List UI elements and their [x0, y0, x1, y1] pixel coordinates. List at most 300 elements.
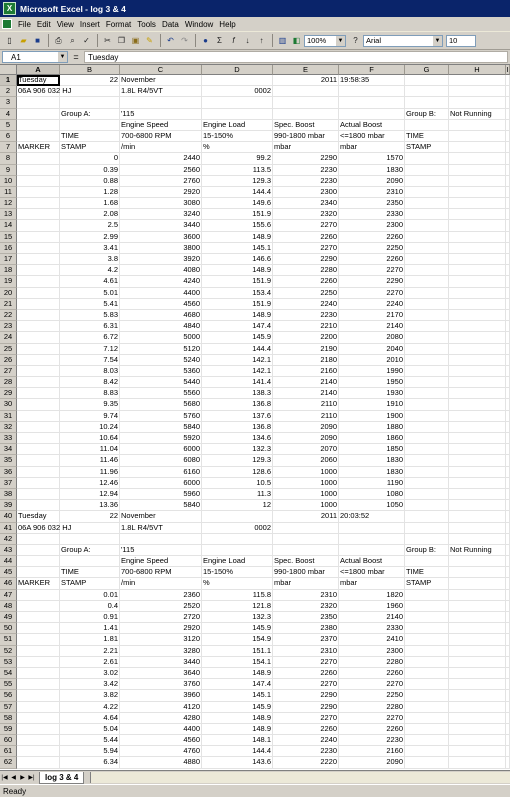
- row-header[interactable]: 57: [0, 702, 17, 713]
- cell-d51[interactable]: 154.9: [202, 634, 273, 645]
- cell-e13[interactable]: 2320: [273, 209, 339, 220]
- row-header[interactable]: 47: [0, 590, 17, 601]
- cell-f27[interactable]: 1990: [339, 366, 405, 377]
- cell-i44[interactable]: [506, 556, 510, 567]
- cell-i20[interactable]: [506, 288, 510, 299]
- row-header[interactable]: 52: [0, 646, 17, 657]
- cell-b30[interactable]: 9.35: [60, 399, 120, 410]
- cell-e9[interactable]: 2230: [273, 165, 339, 176]
- row-header[interactable]: 44: [0, 556, 17, 567]
- row-header[interactable]: 24: [0, 332, 17, 343]
- cell-c50[interactable]: 2920: [120, 623, 202, 634]
- cell-i46[interactable]: [506, 578, 510, 589]
- cell-d4[interactable]: [202, 109, 273, 120]
- cell-f24[interactable]: 2080: [339, 332, 405, 343]
- cell-b9[interactable]: 0.39: [60, 165, 120, 176]
- cell-c28[interactable]: 5440: [120, 377, 202, 388]
- row-header[interactable]: 17: [0, 254, 17, 265]
- cell-i7[interactable]: [506, 142, 510, 153]
- cell-g14[interactable]: [405, 220, 449, 231]
- row-header[interactable]: 38: [0, 489, 17, 500]
- cell-f45[interactable]: <=1800 mbar: [339, 567, 405, 578]
- row-header[interactable]: 29: [0, 388, 17, 399]
- cell-c8[interactable]: 2440: [120, 153, 202, 164]
- cell-c2[interactable]: 1.8L R4/5VT: [120, 86, 202, 97]
- cell-h61[interactable]: [449, 746, 506, 757]
- cell-i2[interactable]: [506, 86, 510, 97]
- cell-h22[interactable]: [449, 310, 506, 321]
- cell-h37[interactable]: [449, 478, 506, 489]
- cell-a32[interactable]: [17, 422, 60, 433]
- cell-g51[interactable]: [405, 634, 449, 645]
- cell-h52[interactable]: [449, 646, 506, 657]
- row-header[interactable]: 10: [0, 176, 17, 187]
- cell-g57[interactable]: [405, 702, 449, 713]
- first-sheet-icon[interactable]: |◀: [1, 775, 8, 781]
- cell-f41[interactable]: [339, 523, 405, 534]
- new-icon[interactable]: ▯: [7, 36, 12, 45]
- row-header[interactable]: 49: [0, 612, 17, 623]
- row-header[interactable]: 51: [0, 634, 17, 645]
- row-header[interactable]: 8: [0, 153, 17, 164]
- cell-b1[interactable]: 22: [60, 75, 120, 86]
- cell-f36[interactable]: 1830: [339, 467, 405, 478]
- spelling-icon[interactable]: ✓: [83, 36, 90, 45]
- cell-e50[interactable]: 2380: [273, 623, 339, 634]
- cell-f31[interactable]: 1900: [339, 411, 405, 422]
- cell-a13[interactable]: [17, 209, 60, 220]
- cell-g55[interactable]: [405, 679, 449, 690]
- cell-d48[interactable]: 121.8: [202, 601, 273, 612]
- cell-a45[interactable]: [17, 567, 60, 578]
- cell-i54[interactable]: [506, 668, 510, 679]
- cell-b39[interactable]: 13.36: [60, 500, 120, 511]
- cell-f22[interactable]: 2170: [339, 310, 405, 321]
- cell-f57[interactable]: 2280: [339, 702, 405, 713]
- cell-e26[interactable]: 2180: [273, 355, 339, 366]
- cell-f14[interactable]: 2300: [339, 220, 405, 231]
- cell-i50[interactable]: [506, 623, 510, 634]
- row-header[interactable]: 48: [0, 601, 17, 612]
- cell-b28[interactable]: 8.42: [60, 377, 120, 388]
- cell-f62[interactable]: 2090: [339, 757, 405, 768]
- cell-i47[interactable]: [506, 590, 510, 601]
- cell-g53[interactable]: [405, 657, 449, 668]
- cell-e59[interactable]: 2260: [273, 724, 339, 735]
- cell-c38[interactable]: 5960: [120, 489, 202, 500]
- cell-e51[interactable]: 2370: [273, 634, 339, 645]
- cell-b35[interactable]: 11.46: [60, 455, 120, 466]
- chart-wizard-icon[interactable]: ▥: [278, 36, 287, 45]
- cell-g34[interactable]: [405, 444, 449, 455]
- copy-icon[interactable]: ❐: [117, 36, 126, 45]
- cell-f29[interactable]: 1930: [339, 388, 405, 399]
- cell-g33[interactable]: [405, 433, 449, 444]
- chevron-down-icon[interactable]: ▼: [434, 37, 441, 44]
- cell-h54[interactable]: [449, 668, 506, 679]
- cell-c7[interactable]: /min: [120, 142, 202, 153]
- cell-g5[interactable]: [405, 120, 449, 131]
- horizontal-scrollbar[interactable]: [90, 772, 510, 783]
- cell-f16[interactable]: 2250: [339, 243, 405, 254]
- cell-b22[interactable]: 5.83: [60, 310, 120, 321]
- cell-d49[interactable]: 132.3: [202, 612, 273, 623]
- cell-a36[interactable]: [17, 467, 60, 478]
- cell-a12[interactable]: [17, 198, 60, 209]
- cell-h53[interactable]: [449, 657, 506, 668]
- cell-a51[interactable]: [17, 634, 60, 645]
- cell-a20[interactable]: [17, 288, 60, 299]
- cell-g13[interactable]: [405, 209, 449, 220]
- row-header[interactable]: 39: [0, 500, 17, 511]
- cell-f40[interactable]: 20:03:52: [339, 511, 405, 522]
- cell-d32[interactable]: 136.8: [202, 422, 273, 433]
- cell-c26[interactable]: 5240: [120, 355, 202, 366]
- cell-h48[interactable]: [449, 601, 506, 612]
- cell-c5[interactable]: Engine Speed: [120, 120, 202, 131]
- menu-data[interactable]: Data: [161, 19, 179, 29]
- cell-b12[interactable]: 1.68: [60, 198, 120, 209]
- cell-g22[interactable]: [405, 310, 449, 321]
- cell-f12[interactable]: 2350: [339, 198, 405, 209]
- cell-d23[interactable]: 147.4: [202, 321, 273, 332]
- row-header[interactable]: 21: [0, 299, 17, 310]
- cell-c10[interactable]: 2760: [120, 176, 202, 187]
- cell-f9[interactable]: 1830: [339, 165, 405, 176]
- cell-a11[interactable]: [17, 187, 60, 198]
- cell-a50[interactable]: [17, 623, 60, 634]
- cell-a33[interactable]: [17, 433, 60, 444]
- cell-f61[interactable]: 2160: [339, 746, 405, 757]
- cell-a53[interactable]: [17, 657, 60, 668]
- cell-e19[interactable]: 2260: [273, 276, 339, 287]
- cell-e1[interactable]: 2011: [273, 75, 339, 86]
- cell-b43[interactable]: Group A:: [60, 545, 120, 556]
- cell-h57[interactable]: [449, 702, 506, 713]
- cell-d38[interactable]: 11.3: [202, 489, 273, 500]
- cell-g32[interactable]: [405, 422, 449, 433]
- cell-g18[interactable]: [405, 265, 449, 276]
- cell-e39[interactable]: 1000: [273, 500, 339, 511]
- row-header[interactable]: 59: [0, 724, 17, 735]
- cell-f55[interactable]: 2270: [339, 679, 405, 690]
- cell-i59[interactable]: [506, 724, 510, 735]
- row-header[interactable]: 54: [0, 668, 17, 679]
- cell-d60[interactable]: 148.1: [202, 735, 273, 746]
- cell-b13[interactable]: 2.08: [60, 209, 120, 220]
- cell-g40[interactable]: [405, 511, 449, 522]
- cell-h29[interactable]: [449, 388, 506, 399]
- cell-c55[interactable]: 3760: [120, 679, 202, 690]
- row-header[interactable]: 56: [0, 690, 17, 701]
- paste-icon[interactable]: ▣: [131, 36, 140, 45]
- formula-input[interactable]: Tuesday: [84, 51, 508, 63]
- cell-f47[interactable]: 1820: [339, 590, 405, 601]
- row-header[interactable]: 53: [0, 657, 17, 668]
- cell-e34[interactable]: 2070: [273, 444, 339, 455]
- cell-g60[interactable]: [405, 735, 449, 746]
- cell-f10[interactable]: 2090: [339, 176, 405, 187]
- cell-d39[interactable]: 12: [202, 500, 273, 511]
- cell-f33[interactable]: 1860: [339, 433, 405, 444]
- last-sheet-icon[interactable]: ▶|: [28, 775, 35, 781]
- next-sheet-icon[interactable]: ▶: [20, 775, 25, 781]
- prev-sheet-icon[interactable]: ◀: [11, 775, 16, 781]
- cell-e14[interactable]: 2270: [273, 220, 339, 231]
- row-header[interactable]: 3: [0, 97, 17, 108]
- cell-a35[interactable]: [17, 455, 60, 466]
- cell-c30[interactable]: 5680: [120, 399, 202, 410]
- cell-i31[interactable]: [506, 411, 510, 422]
- cell-i25[interactable]: [506, 344, 510, 355]
- cell-i3[interactable]: [506, 97, 510, 108]
- cell-i5[interactable]: [506, 120, 510, 131]
- cell-i53[interactable]: [506, 657, 510, 668]
- cell-g26[interactable]: [405, 355, 449, 366]
- cell-i34[interactable]: [506, 444, 510, 455]
- cell-a7[interactable]: MARKER: [17, 142, 60, 153]
- cell-d10[interactable]: 129.3: [202, 176, 273, 187]
- cell-g39[interactable]: [405, 500, 449, 511]
- cell-g44[interactable]: [405, 556, 449, 567]
- cell-g29[interactable]: [405, 388, 449, 399]
- cell-g35[interactable]: [405, 455, 449, 466]
- cell-h31[interactable]: [449, 411, 506, 422]
- cell-d25[interactable]: 144.4: [202, 344, 273, 355]
- cell-g46[interactable]: STAMP: [405, 578, 449, 589]
- cell-i62[interactable]: [506, 757, 510, 768]
- cell-e36[interactable]: 1000: [273, 467, 339, 478]
- cell-d9[interactable]: 113.5: [202, 165, 273, 176]
- cell-f4[interactable]: [339, 109, 405, 120]
- cell-f2[interactable]: [339, 86, 405, 97]
- cell-b55[interactable]: 3.42: [60, 679, 120, 690]
- cell-f59[interactable]: 2260: [339, 724, 405, 735]
- cell-h33[interactable]: [449, 433, 506, 444]
- cell-c49[interactable]: 2720: [120, 612, 202, 623]
- cell-c19[interactable]: 4240: [120, 276, 202, 287]
- column-header-i[interactable]: I: [506, 65, 509, 74]
- cell-c11[interactable]: 2920: [120, 187, 202, 198]
- cell-b33[interactable]: 10.64: [60, 433, 120, 444]
- cell-b15[interactable]: 2.99: [60, 232, 120, 243]
- cell-d55[interactable]: 147.4: [202, 679, 273, 690]
- row-header[interactable]: 62: [0, 757, 17, 768]
- cell-b23[interactable]: 6.31: [60, 321, 120, 332]
- cell-h5[interactable]: [449, 120, 506, 131]
- font-size-select[interactable]: [446, 35, 476, 47]
- cell-e37[interactable]: 1000: [273, 478, 339, 489]
- cell-i17[interactable]: [506, 254, 510, 265]
- cell-f32[interactable]: 1880: [339, 422, 405, 433]
- cell-h9[interactable]: [449, 165, 506, 176]
- cell-f54[interactable]: 2260: [339, 668, 405, 679]
- cell-d14[interactable]: 155.6: [202, 220, 273, 231]
- cell-g58[interactable]: [405, 713, 449, 724]
- cell-d35[interactable]: 129.3: [202, 455, 273, 466]
- row-header[interactable]: 43: [0, 545, 17, 556]
- cell-e62[interactable]: 2220: [273, 757, 339, 768]
- cell-f38[interactable]: 1080: [339, 489, 405, 500]
- cell-b52[interactable]: 2.21: [60, 646, 120, 657]
- cell-b42[interactable]: [60, 534, 120, 545]
- row-header[interactable]: 23: [0, 321, 17, 332]
- row-header[interactable]: 2: [0, 86, 17, 97]
- cell-e32[interactable]: 2090: [273, 422, 339, 433]
- cell-i14[interactable]: [506, 220, 510, 231]
- open-icon[interactable]: ▰: [20, 36, 27, 45]
- row-header[interactable]: 46: [0, 578, 17, 589]
- cell-g9[interactable]: [405, 165, 449, 176]
- cell-b34[interactable]: 11.04: [60, 444, 120, 455]
- cell-h32[interactable]: [449, 422, 506, 433]
- cell-d22[interactable]: 148.9: [202, 310, 273, 321]
- cell-h56[interactable]: [449, 690, 506, 701]
- cell-a9[interactable]: [17, 165, 60, 176]
- print-preview-icon[interactable]: ⌕: [70, 35, 75, 45]
- cell-e29[interactable]: 2140: [273, 388, 339, 399]
- cell-i4[interactable]: [506, 109, 510, 120]
- cell-i38[interactable]: [506, 489, 510, 500]
- cell-d61[interactable]: 144.4: [202, 746, 273, 757]
- cell-i10[interactable]: [506, 176, 510, 187]
- cell-i6[interactable]: [506, 131, 510, 142]
- row-header[interactable]: 14: [0, 220, 17, 231]
- cell-i28[interactable]: [506, 377, 510, 388]
- cell-i58[interactable]: [506, 713, 510, 724]
- cell-c36[interactable]: 6160: [120, 467, 202, 478]
- cell-c9[interactable]: 2560: [120, 165, 202, 176]
- cell-g42[interactable]: [405, 534, 449, 545]
- cell-e22[interactable]: 2230: [273, 310, 339, 321]
- cell-g6[interactable]: TIME: [405, 131, 449, 142]
- cell-g21[interactable]: [405, 299, 449, 310]
- cell-c59[interactable]: 4400: [120, 724, 202, 735]
- cell-a23[interactable]: [17, 321, 60, 332]
- cut-icon[interactable]: ✂: [104, 36, 111, 45]
- cell-h21[interactable]: [449, 299, 506, 310]
- cell-e10[interactable]: 2230: [273, 176, 339, 187]
- cell-g37[interactable]: [405, 478, 449, 489]
- cell-d3[interactable]: [202, 97, 273, 108]
- cell-f21[interactable]: 2240: [339, 299, 405, 310]
- cell-a42[interactable]: [17, 534, 60, 545]
- cell-a17[interactable]: [17, 254, 60, 265]
- cell-a28[interactable]: [17, 377, 60, 388]
- cell-a22[interactable]: [17, 310, 60, 321]
- cell-c21[interactable]: 4560: [120, 299, 202, 310]
- cell-a16[interactable]: [17, 243, 60, 254]
- cell-g27[interactable]: [405, 366, 449, 377]
- cell-a40[interactable]: Tuesday: [17, 511, 60, 522]
- cell-a26[interactable]: [17, 355, 60, 366]
- save-icon[interactable]: ■: [35, 36, 40, 45]
- cell-d52[interactable]: 151.1: [202, 646, 273, 657]
- cell-b44[interactable]: [60, 556, 120, 567]
- sort-descending-icon[interactable]: ↑: [259, 36, 264, 45]
- cell-g28[interactable]: [405, 377, 449, 388]
- cell-e5[interactable]: Spec. Boost: [273, 120, 339, 131]
- cell-f56[interactable]: 2250: [339, 690, 405, 701]
- cell-f7[interactable]: mbar: [339, 142, 405, 153]
- cell-f13[interactable]: 2330: [339, 209, 405, 220]
- cell-e46[interactable]: mbar: [273, 578, 339, 589]
- cell-f44[interactable]: Actual Boost: [339, 556, 405, 567]
- row-header[interactable]: 32: [0, 422, 17, 433]
- cell-a59[interactable]: [17, 724, 60, 735]
- cell-d16[interactable]: 145.1: [202, 243, 273, 254]
- cell-h6[interactable]: [449, 131, 506, 142]
- cell-h60[interactable]: [449, 735, 506, 746]
- cell-g30[interactable]: [405, 399, 449, 410]
- cell-b40[interactable]: 22: [60, 511, 120, 522]
- cell-c24[interactable]: 5000: [120, 332, 202, 343]
- cell-d5[interactable]: Engine Load: [202, 120, 273, 131]
- cell-b31[interactable]: 9.74: [60, 411, 120, 422]
- cell-b49[interactable]: 0.91: [60, 612, 120, 623]
- cell-c40[interactable]: November: [120, 511, 202, 522]
- cell-e3[interactable]: [273, 97, 339, 108]
- row-header[interactable]: 50: [0, 623, 17, 634]
- cell-h1[interactable]: [449, 75, 506, 86]
- cell-a43[interactable]: [17, 545, 60, 556]
- cell-h8[interactable]: [449, 153, 506, 164]
- cell-h17[interactable]: [449, 254, 506, 265]
- cell-g4[interactable]: Group B:: [405, 109, 449, 120]
- cell-g15[interactable]: [405, 232, 449, 243]
- sort-ascending-icon[interactable]: ↓: [245, 36, 250, 45]
- cell-c60[interactable]: 4560: [120, 735, 202, 746]
- cell-f26[interactable]: 2010: [339, 355, 405, 366]
- cell-a2[interactable]: 06A 906 032 HJ: [17, 86, 60, 97]
- cell-g41[interactable]: [405, 523, 449, 534]
- row-header[interactable]: 45: [0, 567, 17, 578]
- cell-c34[interactable]: 6000: [120, 444, 202, 455]
- menu-edit[interactable]: Edit: [36, 19, 51, 29]
- cell-i43[interactable]: [506, 545, 510, 556]
- document-icon[interactable]: [2, 19, 12, 29]
- cell-c27[interactable]: 5360: [120, 366, 202, 377]
- cell-d20[interactable]: 153.4: [202, 288, 273, 299]
- cell-e44[interactable]: Spec. Boost: [273, 556, 339, 567]
- cell-f35[interactable]: 1830: [339, 455, 405, 466]
- cell-e60[interactable]: 2240: [273, 735, 339, 746]
- cell-e58[interactable]: 2270: [273, 713, 339, 724]
- cell-b7[interactable]: STAMP: [60, 142, 120, 153]
- menu-window[interactable]: Window: [184, 19, 214, 29]
- cell-d6[interactable]: 15-150%: [202, 131, 273, 142]
- cell-f48[interactable]: 1960: [339, 601, 405, 612]
- cell-f8[interactable]: 1570: [339, 153, 405, 164]
- cell-c6[interactable]: 700-6800 RPM: [120, 131, 202, 142]
- cell-e61[interactable]: 2230: [273, 746, 339, 757]
- menu-insert[interactable]: Insert: [79, 19, 100, 29]
- cell-b54[interactable]: 3.02: [60, 668, 120, 679]
- row-header[interactable]: 33: [0, 433, 17, 444]
- cell-f28[interactable]: 1950: [339, 377, 405, 388]
- cell-b60[interactable]: 5.44: [60, 735, 120, 746]
- cell-a18[interactable]: [17, 265, 60, 276]
- cell-c3[interactable]: [120, 97, 202, 108]
- cell-e33[interactable]: 2090: [273, 433, 339, 444]
- cell-a19[interactable]: [17, 276, 60, 287]
- cell-i61[interactable]: [506, 746, 510, 757]
- cell-h12[interactable]: [449, 198, 506, 209]
- cell-a15[interactable]: [17, 232, 60, 243]
- column-header-f[interactable]: F: [339, 65, 405, 75]
- cell-f20[interactable]: 2270: [339, 288, 405, 299]
- cell-f60[interactable]: 2230: [339, 735, 405, 746]
